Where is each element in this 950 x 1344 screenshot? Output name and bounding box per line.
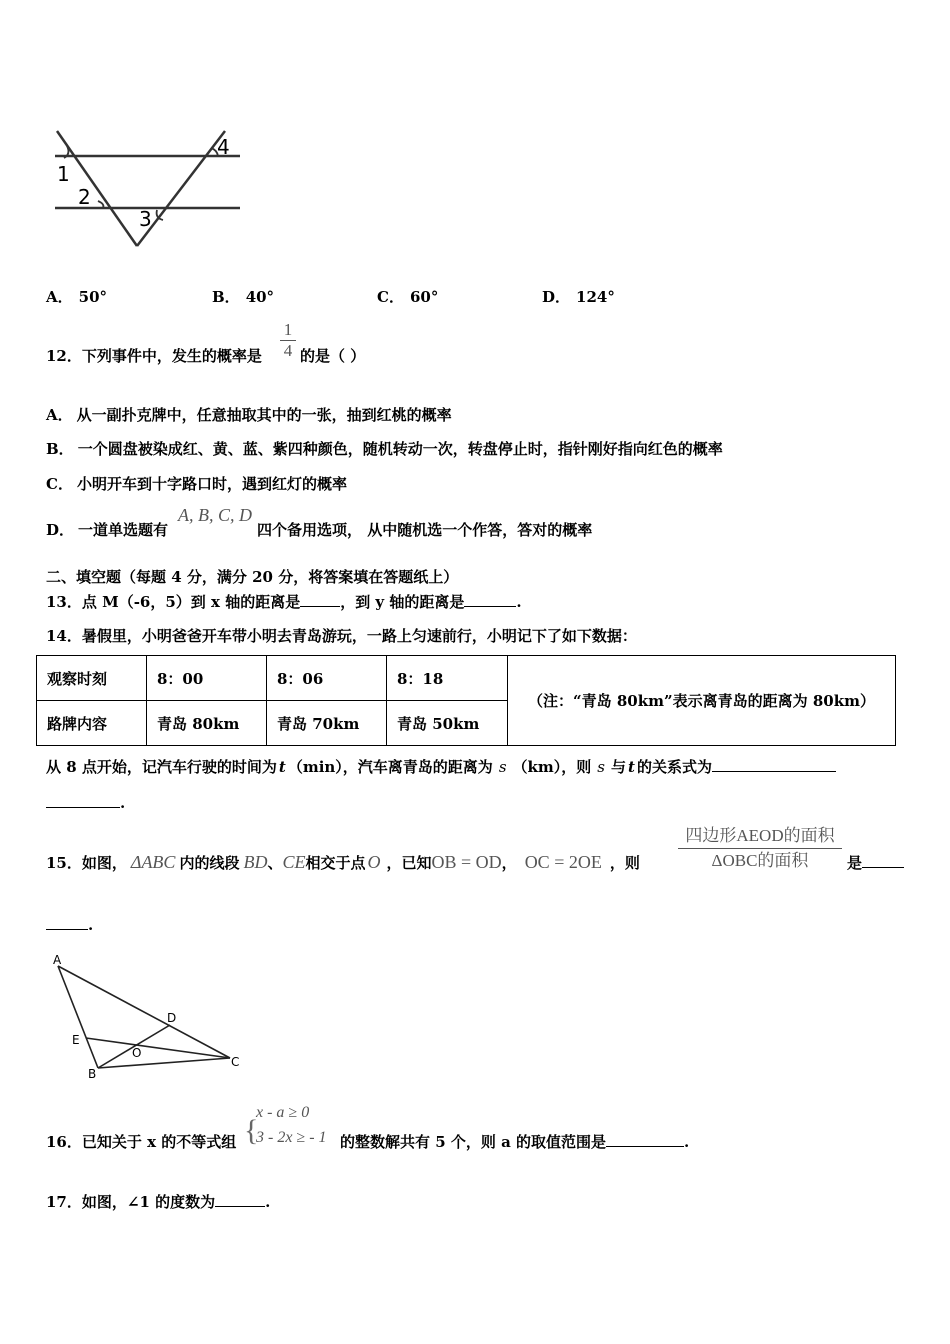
q12-option-d-end: 四个备用选项， 从中随机选一个作答，答对的概率	[257, 521, 593, 539]
q12-stem-end: 的是（ ）	[300, 347, 366, 365]
q14-question: 从 8 点开始，记汽车行驶的时间为 t （min），汽车离青岛的距离为 s （km），则 s 与 t 的关系式为	[46, 756, 836, 777]
q14-answer-line: .	[46, 793, 125, 812]
q11-option-c: C． 60°	[377, 288, 439, 306]
q12-option-a: A． 从一副扑克牌中，任意抽取其中的一张，抽到红桃的概率	[46, 406, 452, 424]
q15-answer-line: .	[46, 915, 93, 934]
q15-fraction-numerator: 四边形AEOD的面积	[685, 826, 835, 845]
q15-fraction-denominator: ΔOBC的面积	[711, 851, 809, 870]
q15-tail: 是	[847, 852, 904, 873]
q14-stem: 14．暑假里，小明爸爸开车带小明去青岛游玩，一路上匀速前行，小明记下了如下数据：	[46, 627, 637, 645]
side-ab	[58, 966, 98, 1068]
table-cell: 青岛 70km	[267, 701, 387, 746]
angle-label-2: 2	[78, 185, 91, 209]
q16-stem: 16．已知关于 x 的不等式组	[46, 1133, 237, 1151]
q15: 15．如图， ΔABC 内的线段 BD、CE相交于点 O ，已知OB = OD， OC = 2OE ，则	[46, 852, 640, 872]
q13-blank-2[interactable]	[464, 592, 516, 607]
table-cell: 青岛 50km	[387, 701, 508, 746]
q12-option-c: C． 小明开车到十字路口时，遇到红灯的概率	[46, 475, 347, 493]
side-ac	[58, 966, 230, 1058]
vertex-label-a: A	[53, 953, 62, 967]
q15-fraction	[678, 824, 842, 873]
q11-option-a: A． 50°	[46, 288, 108, 306]
table-cell: 8：18	[387, 656, 508, 701]
angle-label-3: 3	[139, 207, 152, 231]
transversal-left	[57, 131, 137, 246]
angle-label-4: 4	[217, 135, 230, 159]
q11-option-d: D． 124°	[542, 288, 615, 306]
q13: 13．点 M（-6，5）到 x 轴的距离是 ，到 y 轴的距离是 .	[46, 593, 522, 611]
q11-option-b: B． 40°	[212, 288, 275, 306]
q14-blank-continued[interactable]	[46, 793, 120, 808]
section-heading: 二、填空题（每题 4 分，满分 20 分，将答案填在答题纸上）	[46, 568, 459, 586]
q12-option-d-math: A, B, C, D	[178, 505, 252, 525]
q12-fraction-denominator: 4	[283, 341, 293, 360]
q16-inequality-1: x - a ≥ 0	[256, 1104, 310, 1121]
q17-blank[interactable]	[215, 1192, 265, 1207]
vertex-label-e: E	[72, 1033, 80, 1047]
side-bc	[98, 1058, 230, 1068]
q11-figure	[45, 128, 255, 253]
segment-ce	[86, 1038, 230, 1058]
q12-fraction-numerator: 1	[283, 320, 293, 339]
table-cell: 观察时刻	[37, 656, 147, 701]
q12-option-b: B． 一个圆盘被染成红、黄、蓝、紫四种颜色，随机转动一次，转盘停止时，指针刚好指向红色的概率	[46, 440, 723, 458]
q16-blank[interactable]	[606, 1132, 684, 1147]
q14-data-table	[36, 655, 896, 746]
q16-tail: 的整数解共有 5 个，则 a 的取值范围是 .	[340, 1133, 690, 1151]
vertex-label-o: O	[132, 1046, 142, 1060]
q15-blank-continued[interactable]	[46, 915, 88, 930]
table-cell: 路牌内容	[37, 701, 147, 746]
q17: 17．如图，∠1 的度数为 .	[46, 1193, 271, 1211]
table-note-cell: （注：“青岛 80km”表示离青岛的距离为 80km）	[508, 656, 896, 746]
vertex-label-d: D	[167, 1011, 177, 1025]
q12-option-d: D． 一道单选题有	[46, 521, 169, 539]
table-cell: 青岛 80km	[147, 701, 267, 746]
vertex-label-c: C	[231, 1055, 240, 1069]
q12-stem: 12．下列事件中，发生的概率是	[46, 347, 262, 365]
q12-fraction	[280, 320, 296, 361]
angle-label-1: 1	[57, 162, 70, 186]
table-cell: 8：06	[267, 656, 387, 701]
q16-inequality-2: 3 - 2x ≥ - 1	[256, 1129, 327, 1146]
q15-blank[interactable]	[862, 853, 904, 868]
q14-blank[interactable]	[712, 757, 836, 772]
q13-blank-1[interactable]	[300, 592, 340, 607]
table-row	[37, 656, 896, 701]
vertex-label-b: B	[88, 1067, 97, 1081]
q16-brace: {	[244, 1114, 259, 1147]
table-cell: 8：00	[147, 656, 267, 701]
q15-triangle-figure	[40, 948, 255, 1083]
